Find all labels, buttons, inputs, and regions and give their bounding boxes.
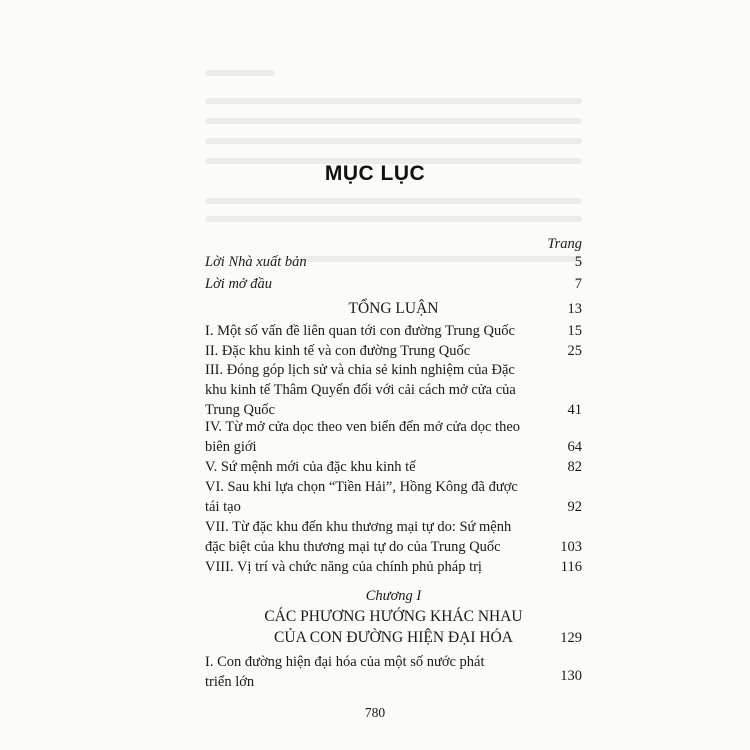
toc-entry-page: 25: [567, 343, 582, 359]
toc-entry[interactable]: [205, 652, 582, 692]
toc-entry[interactable]: [205, 417, 582, 457]
toc-entry-title: I. Một số vấn đề liên quan tới con đường Trung Quốc: [205, 323, 515, 339]
toc-entry-page: 64: [567, 439, 582, 455]
toc-entry-page: 129: [560, 630, 582, 646]
toc-entry-title-line: I. Con đường hiện đại hóa của một số nước phát: [205, 654, 485, 670]
toc-entry-page: 92: [567, 499, 582, 515]
toc-chapter-title-line: CÁC PHƯƠNG HƯỚNG KHÁC NHAU: [264, 608, 523, 625]
page-number: 780: [364, 705, 386, 720]
toc-entry-page: 5: [574, 254, 582, 270]
toc-entry-title-line: đặc biệt của khu thương mại tự do của Trung Quốc: [205, 539, 501, 555]
page-column-header: Trang: [547, 236, 582, 252]
toc-entry-title-line: III. Đóng góp lịch sử và chia sẻ kinh nghiệm của Đặc: [205, 362, 515, 378]
toc-entry[interactable]: [205, 517, 582, 557]
toc-entry-title-line: biên giới: [205, 439, 257, 455]
toc-entry-title-line: tái tạo: [205, 499, 241, 515]
toc-entry-page: 13: [567, 301, 582, 317]
toc-entry-page: 130: [560, 668, 582, 684]
toc-entry-title-line: Trung Quốc: [205, 402, 275, 418]
toc-entry-page: 41: [567, 402, 582, 418]
toc-entry-title: Lời mở đầu: [205, 276, 273, 292]
toc-entry-title-line: khu kinh tế Thâm Quyến đối với cải cách mở cửa của: [205, 382, 516, 398]
toc-chapter-title-line: CỦA CON ĐƯỜNG HIỆN ĐẠI HÓA: [274, 629, 513, 646]
toc-entry-title-line: VI. Sau khi lựa chọn “Tiền Hải”, Hồng Kông đã được: [205, 479, 518, 495]
toc-entry-title: II. Đặc khu kinh tế và con đường Trung Quốc: [205, 343, 471, 359]
toc-entry-page: 116: [560, 559, 582, 575]
toc-chapter-heading[interactable]: [205, 586, 582, 650]
toc-entry-page: 15: [567, 323, 582, 339]
toc-entry-page: 82: [567, 459, 582, 475]
toc-entry-title-line: triển lớn: [205, 674, 255, 690]
toc-entry-title-line: IV. Từ mở cửa dọc theo ven biển đến mở cửa dọc theo: [205, 419, 520, 435]
toc-entry-title: Lời Nhà xuất bản: [205, 254, 307, 270]
toc-entry-title: VIII. Vị trí và chức năng của chính phủ pháp trị: [205, 559, 482, 575]
toc-entry-title: V. Sứ mệnh mới của đặc khu kinh tế: [205, 459, 416, 475]
toc-entry[interactable]: [205, 477, 582, 517]
toc-entry-title-line: VII. Từ đặc khu đến khu thương mại tự do: Sứ mệnh: [205, 519, 512, 535]
toc-chapter-label: Chương I: [365, 588, 422, 604]
page-title: MỤC LỤC: [324, 162, 426, 185]
toc-entry-page: 7: [574, 276, 582, 292]
toc-entry[interactable]: [205, 360, 582, 420]
toc-entry-page: 103: [560, 539, 582, 555]
toc-section-title: TỔNG LUẬN: [348, 300, 439, 317]
